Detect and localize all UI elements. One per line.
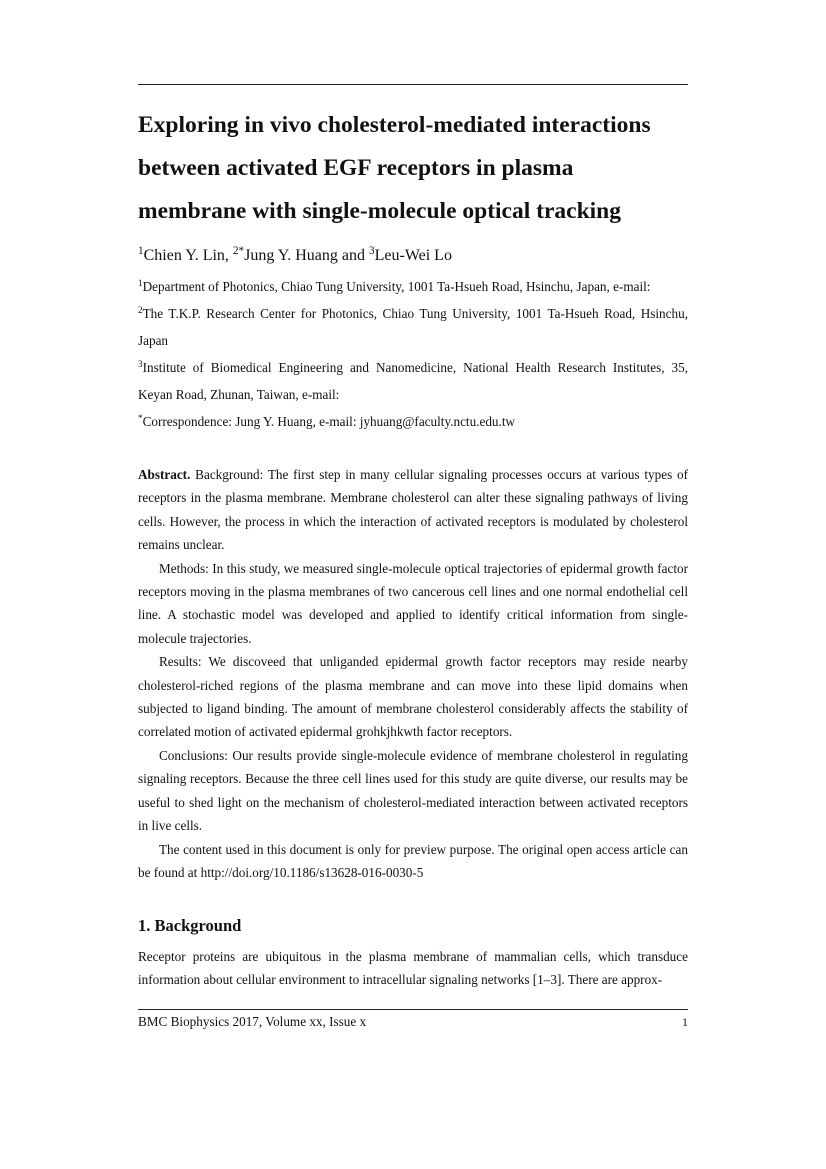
section-body <box>138 945 688 992</box>
abstract-methods: Methods: In this study, we measured single-molecule optical trajectories of epidermal growth factor receptors moving in the plasma membranes of two cancerous cell lines and one normal endothelial cell line. A stochastic model was developed and applied to identify critical information from single-molecule trajectories. <box>138 560 688 646</box>
author-marker: 1 <box>138 244 144 257</box>
affiliation-marker: 2 <box>138 304 143 315</box>
affiliation-text: Correspondence: Jung Y. Huang, e-mail: jyhuang@faculty.nctu.edu.tw <box>142 414 516 429</box>
abstract-background-text: Background: The first step in many cellular signaling processes occurs at various types of receptors in the plasma membrane. Membrane cholesterol can alter these signaling pathways of living cells. However, the process in which the interaction of activated receptors is modulated by cholesterol remains unclear. <box>138 467 688 553</box>
affiliation-marker: 1 <box>138 277 143 288</box>
affiliation-text: Department of Photonics, Chiao Tung University, 1001 Ta-Hsueh Road, Hsinchu, Japan, e-mail: <box>142 279 651 294</box>
abstract-label: Abstract. <box>138 467 191 482</box>
author-name: Jung Y. Huang and <box>244 247 370 264</box>
title-line: between activated EGF receptors in plasma <box>138 155 574 181</box>
author-name: Leu-Wei Lo <box>374 247 452 264</box>
top-rule <box>138 84 688 85</box>
correspondence <box>138 408 688 435</box>
abstract <box>138 463 688 884</box>
affiliation-marker: * <box>138 412 143 423</box>
title-line: Exploring in vivo cholesterol-mediated interactions <box>138 112 651 138</box>
footer-rule <box>138 1009 688 1010</box>
page-number: 1 <box>682 1015 688 1029</box>
affiliation <box>138 354 688 408</box>
abstract-conclusions: Conclusions: Our results provide single-molecule evidence of membrane cholesterol in regulating signaling receptors. Because the three cell lines used for this study are quite diverse, our results may be useful to shed light on the mechanism of cholesterol-mediated interaction between activated receptors in live cells. <box>138 747 688 834</box>
author-marker: 3 <box>369 244 375 257</box>
author-marker: 2* <box>232 244 245 257</box>
affiliation-marker: 3 <box>138 358 143 369</box>
journal-info: BMC Biophysics 2017, Volume xx, Issue x <box>138 1014 367 1029</box>
affiliations <box>138 273 688 435</box>
abstract-note: The content used in this document is only for preview purpose. The original open access article can be found at http://doi.org/10.1186/s13628-016-0030-5 <box>138 841 688 880</box>
affiliation-text: Institute of Biomedical Engineering and Nanomedicine, National Health Research Institutes, 35, Keyan Road, Zhunan, Taiwan, e-mail: <box>138 360 688 402</box>
abstract-background <box>138 463 688 557</box>
section-heading: 1. Background <box>138 916 242 935</box>
author-name: Chien Y. Lin, <box>143 247 233 264</box>
body-paragraph: Receptor proteins are ubiquitous in the plasma membrane of mammalian cells, which transduce information about cellular environment to intracellular signaling networks [1–3]. There are approx- <box>138 949 688 988</box>
author-list <box>138 245 452 267</box>
paper-title <box>138 104 698 233</box>
affiliation-text: The T.K.P. Research Center for Photonics, Chiao Tung University, 1001 Ta-Hsueh Road, Hsinchu, Japan <box>138 306 688 348</box>
title-line: membrane with single-molecule optical tracking <box>138 198 621 224</box>
abstract-results: Results: We discoveed that unliganded epidermal growth factor receptors may reside nearby cholesterol-riched regions of the plasma membrane and can move into these lipid domains when subjected to ligand binding. The amount of membrane cholesterol considerably affects the stability of correlated motion of activated epidermal grohkjhkwth factor receptors. <box>138 654 688 740</box>
affiliation <box>138 300 688 354</box>
affiliation <box>138 273 688 300</box>
